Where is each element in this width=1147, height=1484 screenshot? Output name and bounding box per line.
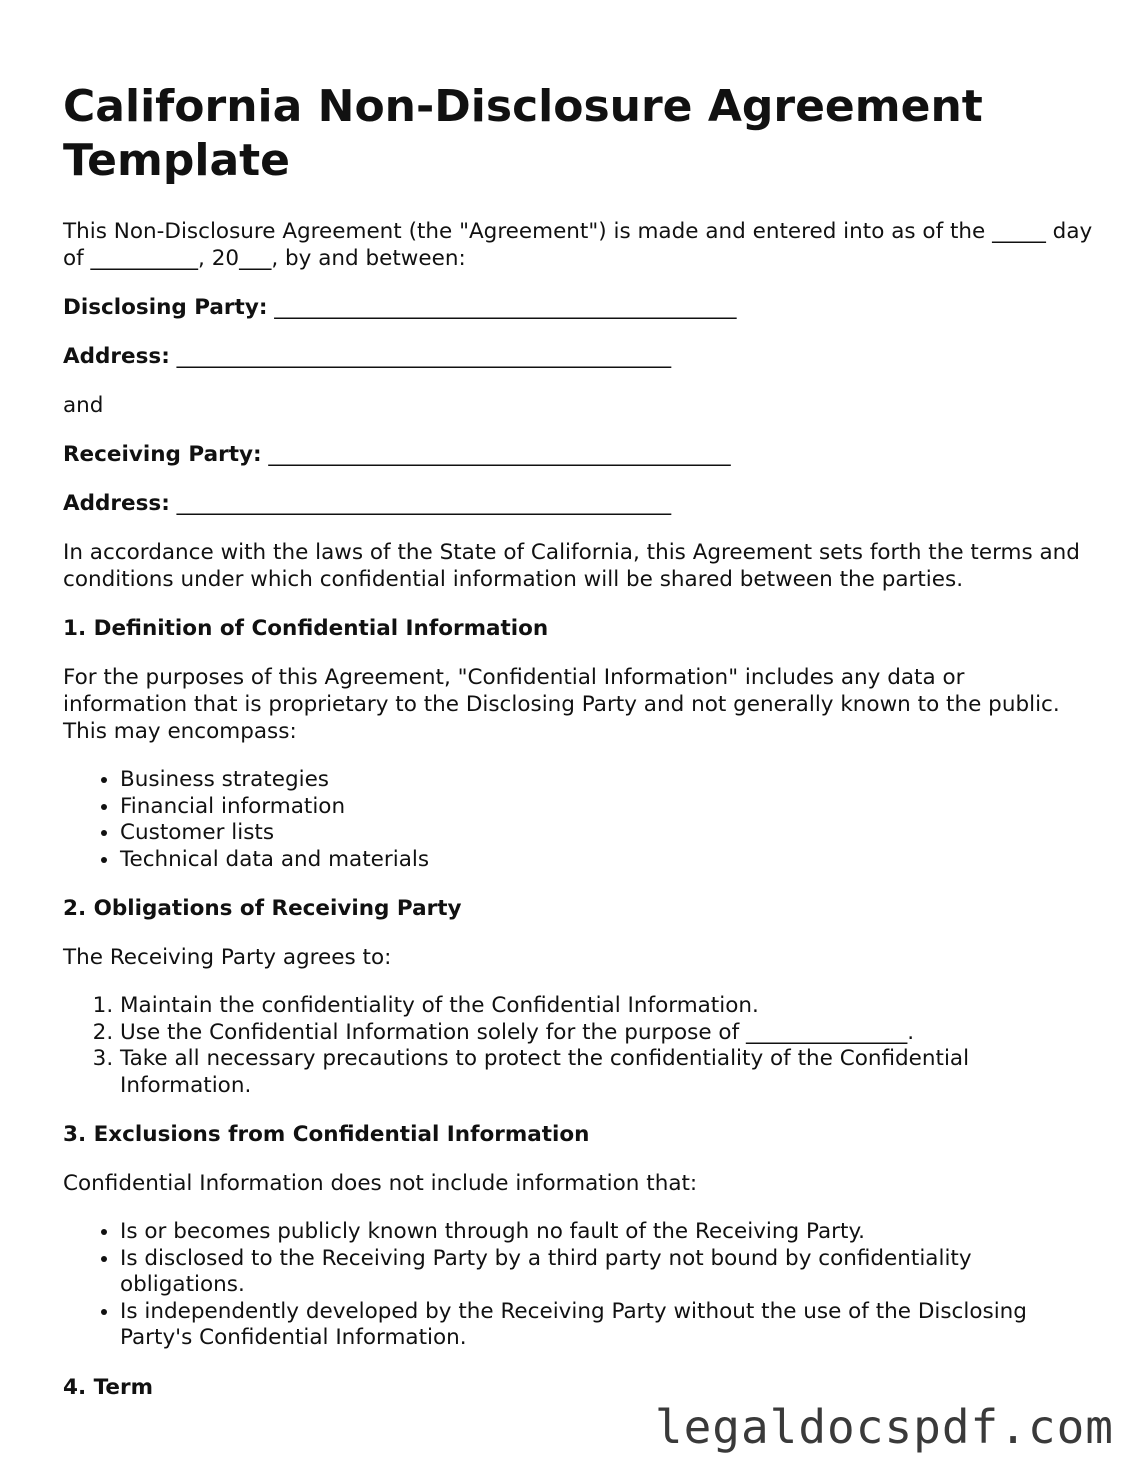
disclosing-party-line bbox=[63, 294, 1093, 321]
and-text: and bbox=[63, 393, 104, 418]
disclosing-address-line bbox=[63, 343, 1093, 370]
obligations-list bbox=[63, 993, 1093, 1099]
list-item: • Financial information bbox=[120, 794, 1093, 821]
accordance-paragraph: In accordance with the laws of the State of California, this Agreement sets forth the terms and conditions under which confidential information will be shared between the parties. bbox=[63, 540, 1080, 592]
exclusions-list bbox=[63, 1219, 1093, 1352]
list-item: 2. Use the Confidential Information solely for the purpose of _______________. bbox=[120, 1020, 1093, 1047]
watermark-text: legaldocspdf.com bbox=[654, 1400, 1114, 1454]
section-text-definition: For the purposes of this Agreement, "Confidential Information" includes any data or information that is proprietary to the Disclosing Party and not generally known to the public. This may encompass: bbox=[63, 665, 1060, 744]
document-title: California Non-Disclosure Agreement Template bbox=[63, 81, 983, 186]
list-item: • Business strategies bbox=[120, 767, 1093, 794]
disclosing-party-blank: ___________________________________________ bbox=[267, 295, 737, 320]
list-item: 1. Maintain the confidentiality of the Confidential Information. bbox=[120, 993, 1093, 1020]
list-item: • Is disclosed to the Receiving Party by a third party not bound by confidentiality obligations. bbox=[120, 1246, 1093, 1299]
receiving-party-label: Receiving Party: bbox=[63, 442, 262, 467]
section-heading-definition: 1. Definition of Confidential Information bbox=[63, 616, 549, 641]
receiving-address-blank: ______________________________________________ bbox=[169, 491, 672, 516]
disclosing-address-label: Address: bbox=[63, 344, 170, 369]
section-text-exclusions: Confidential Information does not include information that: bbox=[63, 1171, 698, 1196]
section-heading-obligations: 2. Obligations of Receiving Party bbox=[63, 896, 462, 921]
document-page bbox=[63, 80, 1093, 1423]
receiving-party-line bbox=[63, 441, 1093, 468]
list-item: • Is independently developed by the Receiving Party without the use of the Disclosing Party's Confidential Information. bbox=[120, 1299, 1093, 1352]
receiving-address-label: Address: bbox=[63, 491, 170, 516]
disclosing-party-label: Disclosing Party: bbox=[63, 295, 268, 320]
section-heading-exclusions: 3. Exclusions from Confidential Information bbox=[63, 1122, 590, 1147]
section-text-obligations: The Receiving Party agrees to: bbox=[63, 945, 392, 970]
receiving-address-line bbox=[63, 490, 1093, 517]
list-item: • Technical data and materials bbox=[120, 847, 1093, 874]
list-item: • Customer lists bbox=[120, 820, 1093, 847]
intro-paragraph: This Non-Disclosure Agreement (the "Agreement") is made and entered into as of the _____ day of __________, 20___, by and between: bbox=[63, 219, 1093, 271]
section-heading-term: 4. Term bbox=[63, 1374, 154, 1400]
receiving-party-blank: ___________________________________________ bbox=[261, 442, 731, 467]
list-item: • Is or becomes publicly known through no fault of the Receiving Party. bbox=[120, 1219, 1093, 1246]
disclosing-address-blank: ______________________________________________ bbox=[169, 344, 672, 369]
list-item: 3. Take all necessary precautions to protect the confidentiality of the Confidential Information. bbox=[120, 1046, 1093, 1099]
definition-list bbox=[63, 767, 1093, 873]
